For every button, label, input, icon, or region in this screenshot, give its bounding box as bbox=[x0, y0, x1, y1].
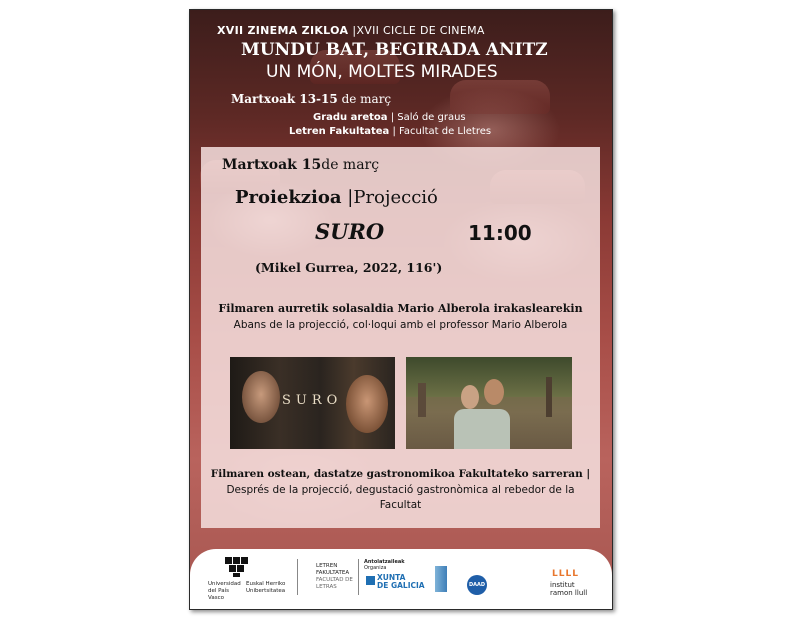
actor-face bbox=[484, 379, 504, 405]
facultad-de-letras: FACULTAD DE LETRAS bbox=[316, 577, 353, 590]
clothing-shape bbox=[454, 409, 510, 449]
xunta-logo-icon bbox=[366, 576, 375, 585]
dates-eu: Martxoak 13-15 bbox=[231, 92, 338, 106]
screening-eu: Proiekzioa bbox=[235, 187, 342, 208]
organizers-eu: Antolatzaileak bbox=[364, 559, 405, 565]
actress-face bbox=[461, 385, 479, 409]
film-still-image bbox=[406, 357, 572, 449]
event-poster bbox=[189, 9, 613, 610]
upv-name-es: Universidad del País Vasco bbox=[208, 581, 241, 601]
xunta-line-1: XUNTA bbox=[377, 573, 406, 582]
daad-logo: DAAD bbox=[467, 575, 487, 595]
sponsor-footer bbox=[190, 549, 612, 609]
post-event-ca: Després de la projecció, degustació gastronòmica al rebedor de la Facultat bbox=[226, 484, 575, 511]
separator: | bbox=[352, 24, 357, 37]
venue-eu: Gradu aretoa bbox=[313, 112, 388, 123]
upv-name-eu: Euskal Herriko Unibertsitatea bbox=[246, 581, 286, 594]
session-date-ca: de març bbox=[321, 157, 380, 173]
session-date-eu: Martxoak 15 bbox=[222, 157, 322, 173]
tree-shape bbox=[418, 383, 426, 417]
poster-title: SURO bbox=[282, 393, 343, 408]
title-eu: MUNDU BAT, BEGIRADA ANITZ bbox=[241, 40, 548, 60]
tree-shape bbox=[546, 377, 552, 417]
session-date bbox=[222, 157, 379, 173]
building-logo-icon bbox=[435, 566, 447, 592]
upv-ehu-logo-icon bbox=[225, 557, 249, 577]
divider bbox=[297, 559, 298, 595]
separator: | bbox=[392, 126, 396, 137]
cycle-heading bbox=[217, 24, 613, 37]
film-credit: (Mikel Gurrea, 2022, 116') bbox=[255, 260, 443, 275]
screening-label bbox=[235, 187, 438, 208]
film-title: SURO bbox=[315, 219, 385, 244]
title-ca: UN MÓN, MOLTES MIRADES bbox=[266, 62, 498, 82]
venue-ca: Saló de graus bbox=[397, 112, 466, 123]
post-event-eu: Filmaren ostean, dastatze gastronomikoa Fakultateko sarreran | bbox=[210, 468, 591, 480]
dates-ca: de març bbox=[341, 92, 392, 106]
actress-face bbox=[242, 371, 280, 423]
faculty-ca: Facultat de Lletres bbox=[399, 126, 492, 137]
divider bbox=[358, 559, 359, 595]
cycle-ca: XVII CICLE DE CINEMA bbox=[356, 24, 485, 37]
organizers-label bbox=[364, 559, 405, 571]
venue-line bbox=[313, 112, 613, 123]
cycle-dates bbox=[231, 92, 613, 106]
pre-talk-eu: Filmaren aurretik solasaldia Mario Alberola irakaslearekin bbox=[218, 302, 583, 315]
cycle-eu: XVII ZINEMA ZIKLOA bbox=[217, 24, 349, 37]
letren-fakultatea: LETREN FAKULTATEA bbox=[316, 563, 350, 576]
separator: | bbox=[347, 187, 354, 208]
llull-line-2: ramon llull bbox=[550, 589, 588, 597]
pre-talk-ca: Abans de la projecció, col·loqui amb el professor Mario Alberola bbox=[233, 319, 568, 331]
actor-face bbox=[346, 375, 388, 433]
screening-time: 11:00 bbox=[468, 221, 532, 245]
separator: | bbox=[390, 112, 395, 123]
session-panel bbox=[201, 147, 600, 528]
ramon-llull-logo-icon: LLLL bbox=[552, 569, 579, 579]
faculty-line bbox=[289, 126, 613, 137]
screening-ca: Projecció bbox=[353, 187, 438, 208]
xunta-line-2: DE GALICIA bbox=[377, 581, 425, 590]
film-poster-image bbox=[230, 357, 395, 449]
institut-ramon-llull bbox=[550, 581, 587, 597]
xunta-de-galicia bbox=[377, 574, 425, 590]
llull-line-1: institut bbox=[550, 581, 575, 589]
faculty-eu: Letren Fakultatea bbox=[289, 126, 390, 137]
organizers-es: Organiza bbox=[364, 565, 387, 571]
